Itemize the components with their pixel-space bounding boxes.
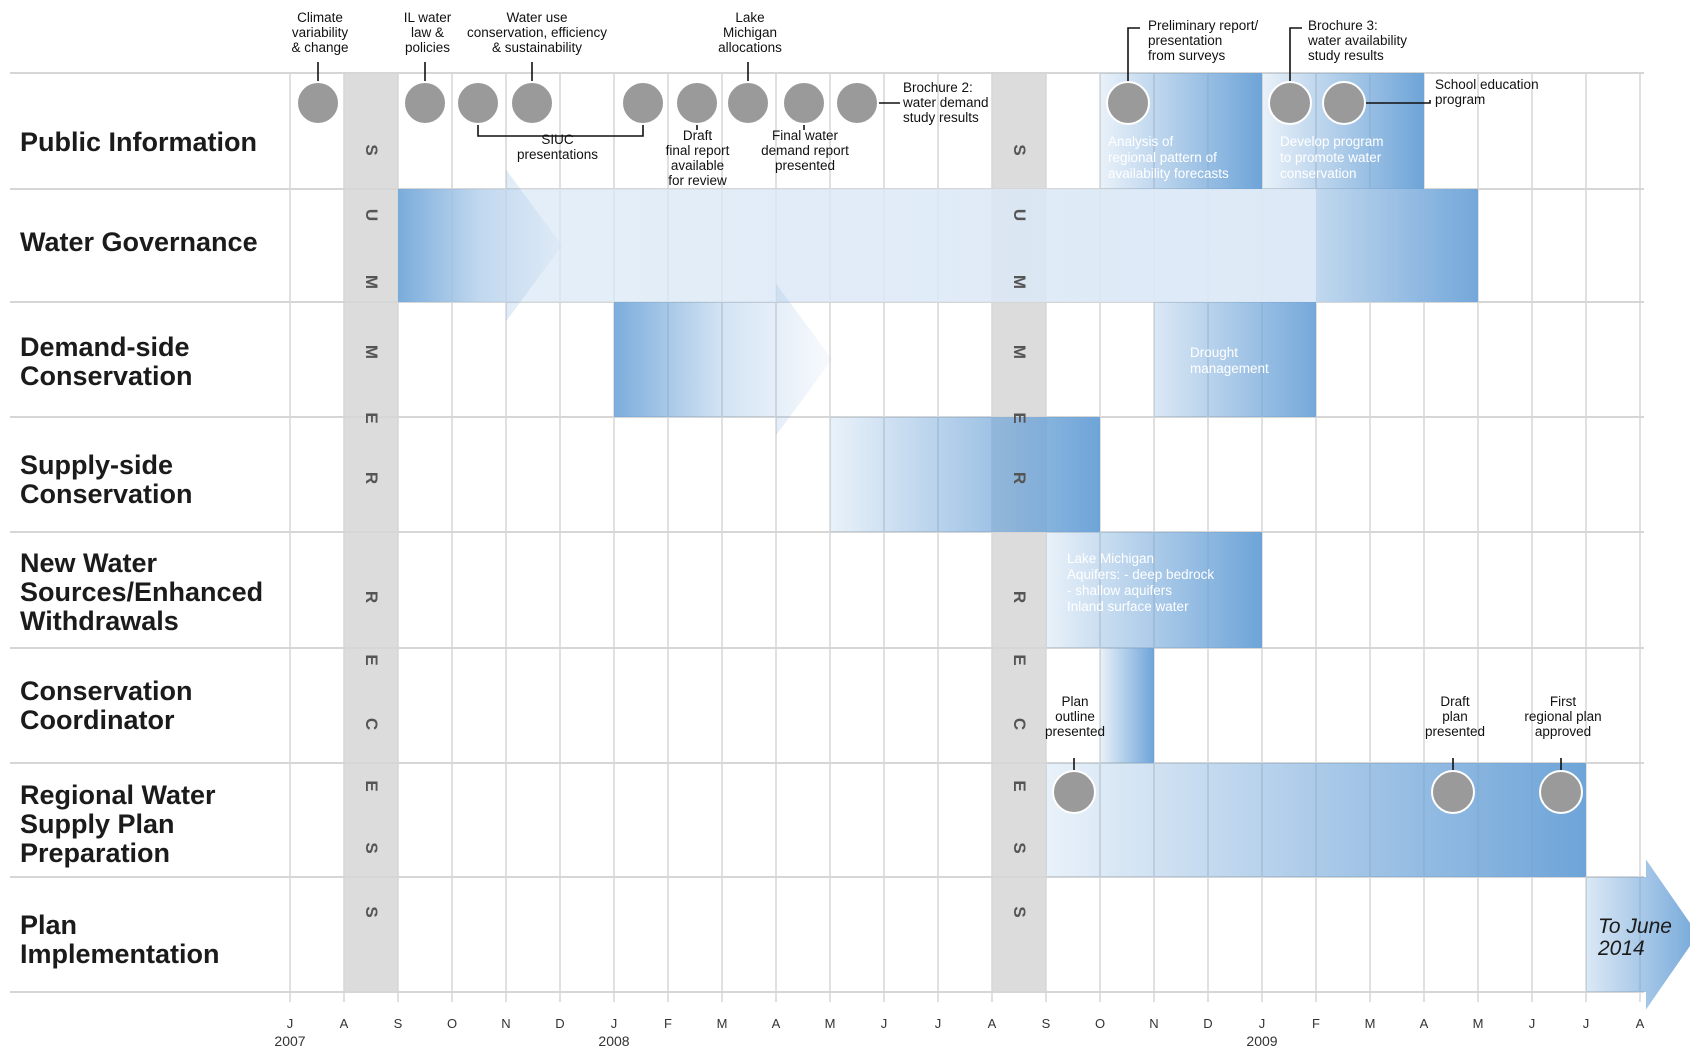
marker-preliminary [1107,82,1149,124]
month-label: N [501,1016,511,1031]
bar-water-governance-2009 [1316,189,1478,302]
year-label: 2008 [598,1033,630,1049]
annotation-preliminary-report: Preliminary report/ presentation from surveys [1148,18,1259,63]
recess-letter: S [362,144,381,156]
annotation-climate: Climate variability & change [291,10,349,55]
marker-siuc-2 [622,82,664,124]
recess-letter: E [1010,412,1029,424]
month-label: A [771,1016,781,1031]
bar-regional-plan-preparation [1046,763,1586,877]
annotation-il-water-law: IL water law & policies [403,10,452,55]
annotation-draft-plan: Draft plan presented [1424,694,1486,739]
row-label-supply-side-conservation: Supply-side Conservation [20,450,193,509]
annotation-brochure-2: Brochure 2: water demand study results [903,80,989,125]
annotation-water-use: Water use conservation, efficiency & sustainability [466,10,608,55]
recess-letter: R [362,471,381,485]
recess-letter: S [1010,144,1029,156]
month-label: A [339,1016,349,1031]
bar-supply-side [830,417,1100,532]
recess-letter: S [1010,842,1029,854]
month-label: S [393,1016,403,1031]
row-label-demand-side-conservation: Demand-side Conservation [20,332,193,391]
row-label-conservation-coordinator: Conservation Coordinator [20,676,193,735]
recess-letter: S [1010,906,1029,918]
month-label: S [1041,1016,1051,1031]
recess-letter: R [362,590,381,604]
recess-letter: M [362,344,381,360]
month-label: D [1203,1016,1213,1031]
marker-plan-outline [1053,771,1095,813]
annotation-final-water-demand: Final water demand report presented [761,128,849,173]
recess-letter: R [1010,471,1029,485]
month-label: M [716,1016,728,1031]
recess-letter: S [362,842,381,854]
bar-text-lake-michigan-sources: Lake Michigan Aquifers: - deep bedrock - shallow aquifers Inland surface water [1067,551,1215,614]
month-label: M [824,1016,836,1031]
recess-letter: S [362,906,381,918]
row-label-new-water-sources: New Water Sources/Enhanced Withdrawals [20,548,264,636]
recess-letter: M [1010,274,1029,290]
month-label: A [987,1016,997,1031]
marker-draft-plan [1432,771,1474,813]
month-label: J [934,1016,942,1031]
month-label: M [1472,1016,1484,1031]
month-label: F [664,1016,672,1031]
month-label: J [1258,1016,1266,1031]
month-label: A [1419,1016,1429,1031]
annotation-brochure-3: Brochure 3: water availability study results [1308,18,1408,63]
recess-letter: E [362,780,381,792]
annotation-draft-final-report: Draft final report available for review [665,128,730,188]
month-label: J [880,1016,888,1031]
month-label: J [286,1016,294,1031]
recess-letter: E [362,654,381,666]
marker-brochure-2 [836,82,878,124]
marker-lake-michigan [727,82,769,124]
recess-letter: E [1010,654,1029,666]
month-label: J [610,1016,618,1031]
recess-letter: E [1010,780,1029,792]
recess-letter: U [1010,208,1029,222]
marker-climate [297,82,339,124]
month-label: O [1094,1016,1106,1031]
month-label: A [1635,1016,1645,1031]
year-label: 2007 [274,1033,306,1049]
marker-draft-final [676,82,718,124]
marker-brochure-3 [1269,82,1311,124]
month-label: N [1149,1016,1159,1031]
year-label: 2009 [1246,1033,1278,1049]
annotation-lake-michigan-allocations: Lake Michigan allocations [718,10,782,55]
month-label: F [1312,1016,1320,1031]
annotation-plan-outline: Plan outline presented [1044,694,1106,739]
row-label-water-governance: Water Governance [20,227,258,257]
row-label-regional-plan-preparation: Regional Water Supply Plan Preparation [20,780,216,868]
row-label-plan-implementation: Plan Implementation [20,910,220,969]
row-label-public-information: Public Information [20,127,258,157]
annotation-first-regional-plan: First regional plan approved [1524,694,1602,739]
recess-letter: M [1010,344,1029,360]
recess-letter: R [1010,590,1029,604]
month-label: J [1582,1016,1590,1031]
marker-first-plan [1540,771,1582,813]
marker-final-water-demand [783,82,825,124]
month-label: M [1364,1016,1376,1031]
recess-letter: U [362,208,381,222]
recess-letter: C [1010,717,1029,731]
recess-letter: M [362,274,381,290]
annotation-siuc: SIUC presentations [516,132,599,162]
recess-letter: C [362,717,381,731]
recess-letter: E [362,412,381,424]
marker-school [1323,82,1365,124]
marker-siuc-1 [457,82,499,124]
month-label: D [555,1016,565,1031]
marker-water-use [511,82,553,124]
bar-text-drought-management: Drought management [1190,345,1269,376]
marker-il-water-law [404,82,446,124]
bar-text-develop-program: Develop program to promote water conservation [1280,134,1384,181]
month-label: O [446,1016,458,1031]
annotation-school-education: School education program [1435,77,1539,107]
to-june-2014-label: To June 2014 [1598,915,1672,960]
arrow-demand-side [614,284,832,436]
month-label: J [1528,1016,1536,1031]
bar-text-analysis: Analysis of regional pattern of availability forecasts [1108,134,1229,181]
